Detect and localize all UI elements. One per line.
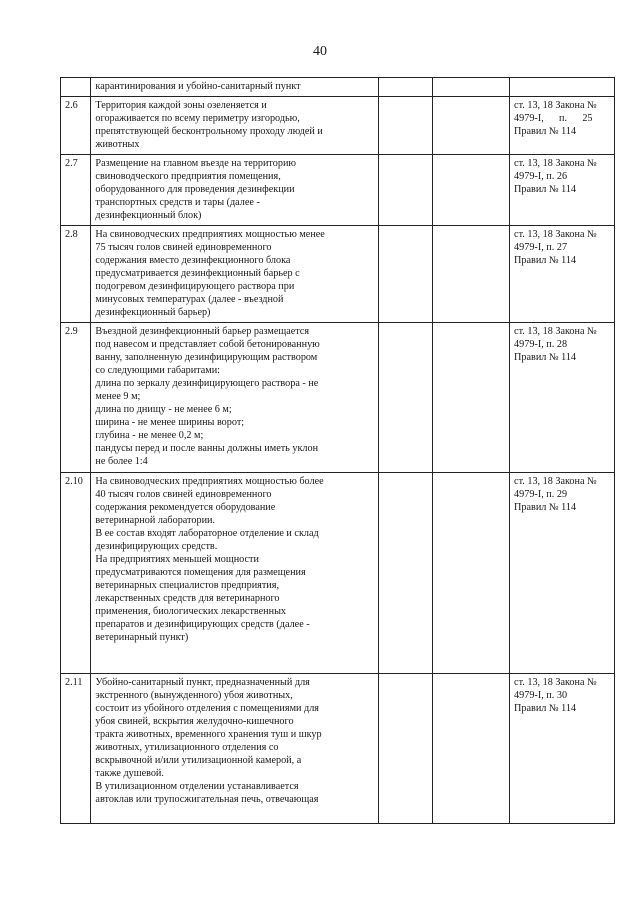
requirement-text [91,323,378,473]
requirement-text [91,226,378,323]
requirement-line: оборудованного для проведения дезинфекции [95,184,295,195]
requirement-line: автоклав или трупосжигательная печь, отвечающая [95,794,319,805]
table-row [61,97,615,155]
requirement-line: пандусы перед и после ванны должны иметь уклон [95,443,319,454]
requirement-line: состоит из убойного отделения с помещениями для [95,703,319,714]
requirement-line: содержания вместо дезинфекционного блока [95,255,291,266]
empty-cell-b [433,226,510,323]
empty-cell-a [378,226,433,323]
table-row [61,78,615,97]
item-number: 2.10 [61,473,91,674]
requirement-line: тракта животных, временного хранения туш и шкур [95,729,322,740]
reference-line: Правил № 114 [514,502,577,513]
requirement-line: лекарственных средств для ветеринарного [95,593,280,604]
reference-line: ст. 13, 18 Закона № [514,326,597,337]
legal-reference [510,78,615,97]
reference-line: ст. 13, 18 Закона № [514,100,597,111]
requirement-line: вскрывочной и/или утилизационной камерой, а [95,755,302,766]
requirement-line: транспортных средств и тары (далее - [95,197,260,208]
item-number [61,78,91,97]
requirement-line: животных, утилизационного отделения со [95,742,279,753]
legal-reference [510,97,615,155]
item-number: 2.9 [61,323,91,473]
legal-reference [510,323,615,473]
requirement-line: карантинирования и убойно-санитарный пункт [95,81,301,92]
requirement-line: минусовых температурах (далее - въездной [95,294,284,305]
reference-line: Правил № 114 [514,184,577,195]
requirement-text [91,473,378,674]
requirement-line: Убойно-санитарный пункт, предназначенный для [95,677,310,688]
empty-cell-b [433,78,510,97]
requirement-line: На предприятиях меньшей мощности [95,554,259,565]
legal-reference [510,226,615,323]
reference-line: Правил № 114 [514,255,577,266]
reference-line: 4979-I, п. 30 [514,690,568,701]
reference-line: Правил № 114 [514,703,577,714]
empty-cell-a [378,155,433,226]
requirement-line: ширина - не менее ширины ворот; [95,417,245,428]
page-number: 40 [313,44,327,59]
requirement-text [91,97,378,155]
requirement-line: препаратов и дезинфицирующих средств (далее - [95,619,310,630]
reference-line: ст. 13, 18 Закона № [514,476,597,487]
requirement-line: На свиноводческих предприятиях мощностью менее [95,229,325,240]
legal-reference [510,674,615,824]
requirement-line: дезинфекционный блок) [95,210,202,221]
requirement-line: длина по зеркалу дезинфицирующего раствора - не [95,378,319,389]
requirement-line: дезинфекционный барьер) [95,307,211,318]
requirement-line: ванну, заполненную дезинфицирующим раствором [95,352,318,363]
table-row [61,323,615,473]
reference-line: 4979-I, п. 26 [514,171,568,182]
empty-cell-b [433,674,510,824]
requirement-line: препятствующей бесконтрольному проходу людей и [95,126,323,137]
requirement-line: ветеринарный пункт) [95,632,189,643]
requirement-line: применения, биологических лекарственных [95,606,287,617]
requirement-line: 75 тысяч голов свиней единовременного [95,242,272,253]
item-number: 2.8 [61,226,91,323]
requirement-text [91,155,378,226]
reference-line: ст. 13, 18 Закона № [514,158,597,169]
requirement-line: 40 тысяч голов свиней единовременного [95,489,272,500]
empty-cell-b [433,323,510,473]
requirement-line: убоя свиней, вскрытия желудочно-кишечного [95,716,294,727]
empty-cell-a [378,323,433,473]
empty-cell-a [378,78,433,97]
table-row [61,155,615,226]
requirement-line: под навесом и представляет собой бетонированную [95,339,320,350]
requirement-line: На свиноводческих предприятиях мощностью более [95,476,324,487]
requirement-line: Территория каждой зоны озеленяется и [95,100,267,111]
requirement-line: также душевой. [95,768,164,779]
reference-line: Правил № 114 [514,352,577,363]
table-body [61,78,615,824]
empty-cell-b [433,155,510,226]
requirement-text [91,78,378,97]
reference-line: 4979-I, п. 28 [514,339,568,350]
requirement-line: ветеринарной лаборатории. [95,515,216,526]
requirement-line: предусматривается дезинфекционный барьер с [95,268,300,279]
empty-cell-a [378,674,433,824]
empty-cell-b [433,97,510,155]
requirement-line: длина по днищу - не менее 6 м; [95,404,232,415]
empty-cell-a [378,97,433,155]
requirements-table [60,77,615,824]
requirement-line: ветеринарных специалистов предприятия, [95,580,279,591]
requirement-line: не более 1:4 [95,456,148,467]
requirement-line: В утилизационном отделении устанавливается [95,781,299,792]
reference-line: Правил № 114 [514,126,577,137]
table-row [61,473,615,674]
reference-line: ст. 13, 18 Закона № [514,677,597,688]
reference-line: ст. 13, 18 Закона № [514,229,597,240]
empty-cell-b [433,473,510,674]
requirement-line: экстренного (вынужденного) убоя животных, [95,690,293,701]
item-number: 2.7 [61,155,91,226]
requirement-line: содержания рекомендуется оборудование [95,502,276,513]
legal-reference [510,473,615,674]
requirement-line: подогревом дезинфицирующего раствора при [95,281,295,292]
item-number: 2.6 [61,97,91,155]
empty-cell-a [378,473,433,674]
requirement-line: огораживается по всему периметру изгородью, [95,113,300,124]
reference-line: 4979-I, п. 29 [514,489,568,500]
reference-line: 4979-I, п. 27 [514,242,568,253]
requirement-line: свиноводческого предприятия помещения, [95,171,281,182]
requirement-line: предусматриваются помещения для размещения [95,567,306,578]
item-number: 2.11 [61,674,91,824]
requirement-line: дезинфицирующих средств. [95,541,218,552]
requirement-text [91,674,378,824]
table-row [61,226,615,323]
reference-line: 4979-I, п. 25 [514,113,593,124]
requirement-line: со следующими габаритами: [95,365,220,376]
requirement-line: Размещение на главном въезде на территорию [95,158,297,169]
requirement-line: животных [95,139,140,150]
legal-reference [510,155,615,226]
requirement-line: В ее состав входят лабораторное отделение и склад [95,528,319,539]
requirement-line: Въездной дезинфекционный барьер размещается [95,326,310,337]
requirement-line: менее 9 м; [95,391,141,402]
table-row [61,674,615,824]
requirement-line: глубина - не менее 0,2 м; [95,430,204,441]
